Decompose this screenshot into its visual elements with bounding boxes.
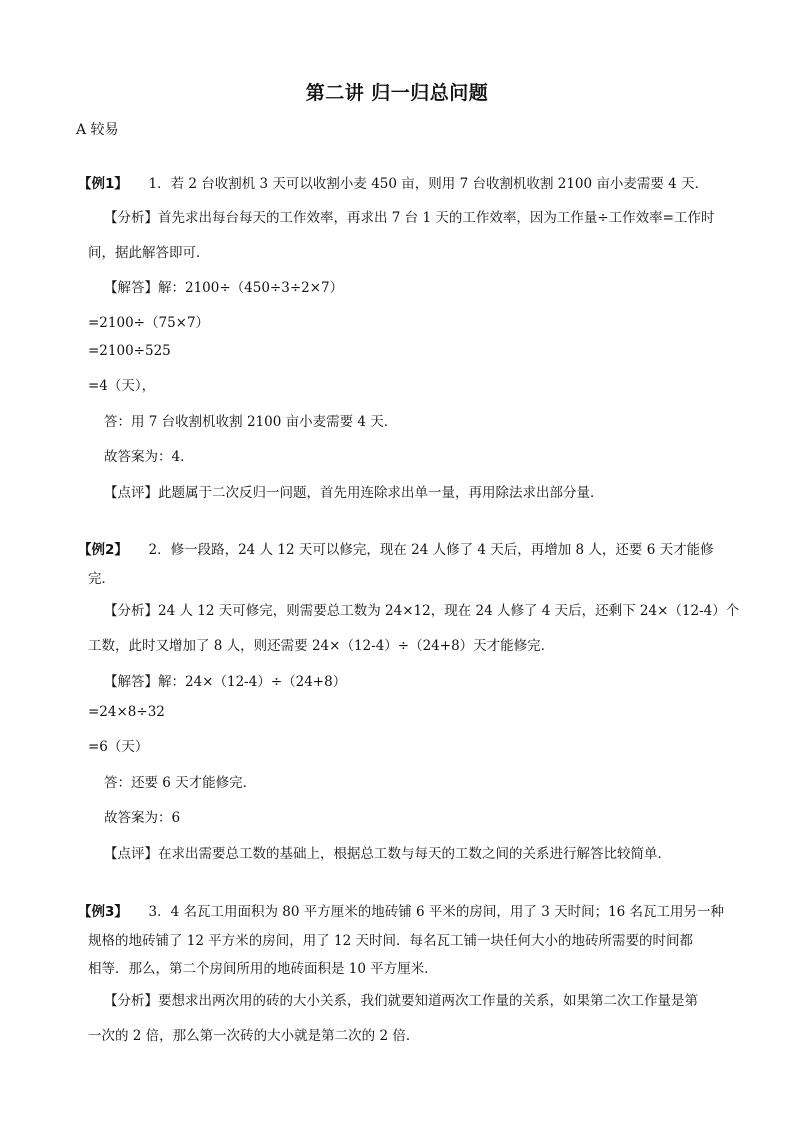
example-2-question-text: 2．修一段路，24 人 12 天可以修完，现在 24 人修了 4 天后，再增加 8 人，还要 6 天才能修 — [148, 542, 714, 558]
example-1-analysis-cont: 间，据此解答即可． — [88, 245, 210, 261]
example-3-tag: 【例3】 — [78, 904, 128, 920]
example-3-analysis-cont: 一次的 2 倍，那么第一次砖的大小就是第二次的 2 倍． — [88, 1028, 420, 1044]
example-2-comment: 【点评】在求出需要总工数的基础上，根据总工数与每天的工数之间的关系进行解答比较简单． — [104, 846, 671, 862]
example-2-tag: 【例2】 — [78, 542, 128, 558]
example-2-analysis: 【分析】24 人 12 天可修完，则需要总工数为 24×12，现在 24 人修了 4 天后，还剩下 24×（12-4）个 — [104, 603, 740, 619]
example-1-comment: 【点评】此题属于二次反归一问题，首先用连除求出单一量，再用除法求出部分量． — [104, 485, 604, 501]
analysis-label: 【分析】 — [104, 993, 158, 1009]
answer-label: 【解答】 — [104, 674, 158, 690]
example-1-final-answer: 故答案为：4． — [104, 449, 194, 465]
example-1-question — [78, 172, 708, 192]
example-2-question-cont: 完． — [88, 571, 115, 587]
example-1-question-text: 1．若 2 台收割机 3 天可以收割小麦 450 亩，则用 7 台收割机收割 2100 亩小麦需要 4 天． — [148, 176, 709, 192]
example-2-step-2: =6（天） — [88, 739, 149, 755]
analysis-label: 【分析】 — [104, 210, 158, 226]
difficulty-level: A 较易 — [76, 122, 119, 138]
example-3-question-cont-1: 规格的地砖铺了 12 平方米的房间，用了 12 天时间．每名瓦工铺一块任何大小的地砖所需要的时间都 — [88, 933, 694, 949]
example-1-answer: 【解答】解：2100÷（450÷3÷2×7） — [104, 280, 344, 296]
example-3-question — [78, 900, 724, 920]
example-1-step-2: =2100÷525 — [88, 343, 171, 359]
page-title: 第二讲 归一归总问题 — [305, 82, 489, 104]
example-2-step-1: =24×8÷32 — [88, 704, 165, 720]
answer-label: 【解答】 — [104, 280, 158, 296]
example-3-question-cont-2: 相等．那么，第二个房间所用的地砖面积是 10 平方厘米． — [88, 961, 438, 977]
example-1-tag: 【例1】 — [78, 176, 128, 192]
example-2-answer: 【解答】解：24×（12-4）÷（24+8） — [104, 674, 347, 690]
example-1-analysis: 【分析】首先求出每台每天的工作效率，再求出 7 台 1 天的工作效率，因为工作量÷工作效率=工作时 — [104, 210, 715, 226]
comment-label: 【点评】 — [104, 485, 158, 501]
example-1-answer-statement: 答：用 7 台收割机收割 2100 亩小麦需要 4 天． — [104, 414, 398, 430]
example-3-analysis: 【分析】要想求出两次用的砖的大小关系，我们就要知道两次工作量的关系，如果第二次工作量是第 — [104, 993, 698, 1009]
example-2-answer-statement: 答：还要 6 天才能修完． — [104, 775, 257, 791]
example-2-analysis-cont: 工数，此时又增加了 8 人，则还需要 24×（12-4）÷（24+8）天才能修完． — [88, 638, 555, 654]
example-1-step-1: =2100÷（75×7） — [88, 315, 210, 331]
example-2-final-answer: 故答案为：6 — [104, 810, 181, 826]
example-3-question-text: 3．4 名瓦工用面积为 80 平方厘米的地砖铺 6 平米的房间，用了 3 天时间；16 名瓦工用另一种 — [148, 904, 725, 920]
example-2-question — [78, 538, 714, 558]
analysis-label: 【分析】 — [104, 603, 158, 619]
comment-label: 【点评】 — [104, 846, 158, 862]
example-1-step-3: =4（天）， — [88, 378, 156, 394]
